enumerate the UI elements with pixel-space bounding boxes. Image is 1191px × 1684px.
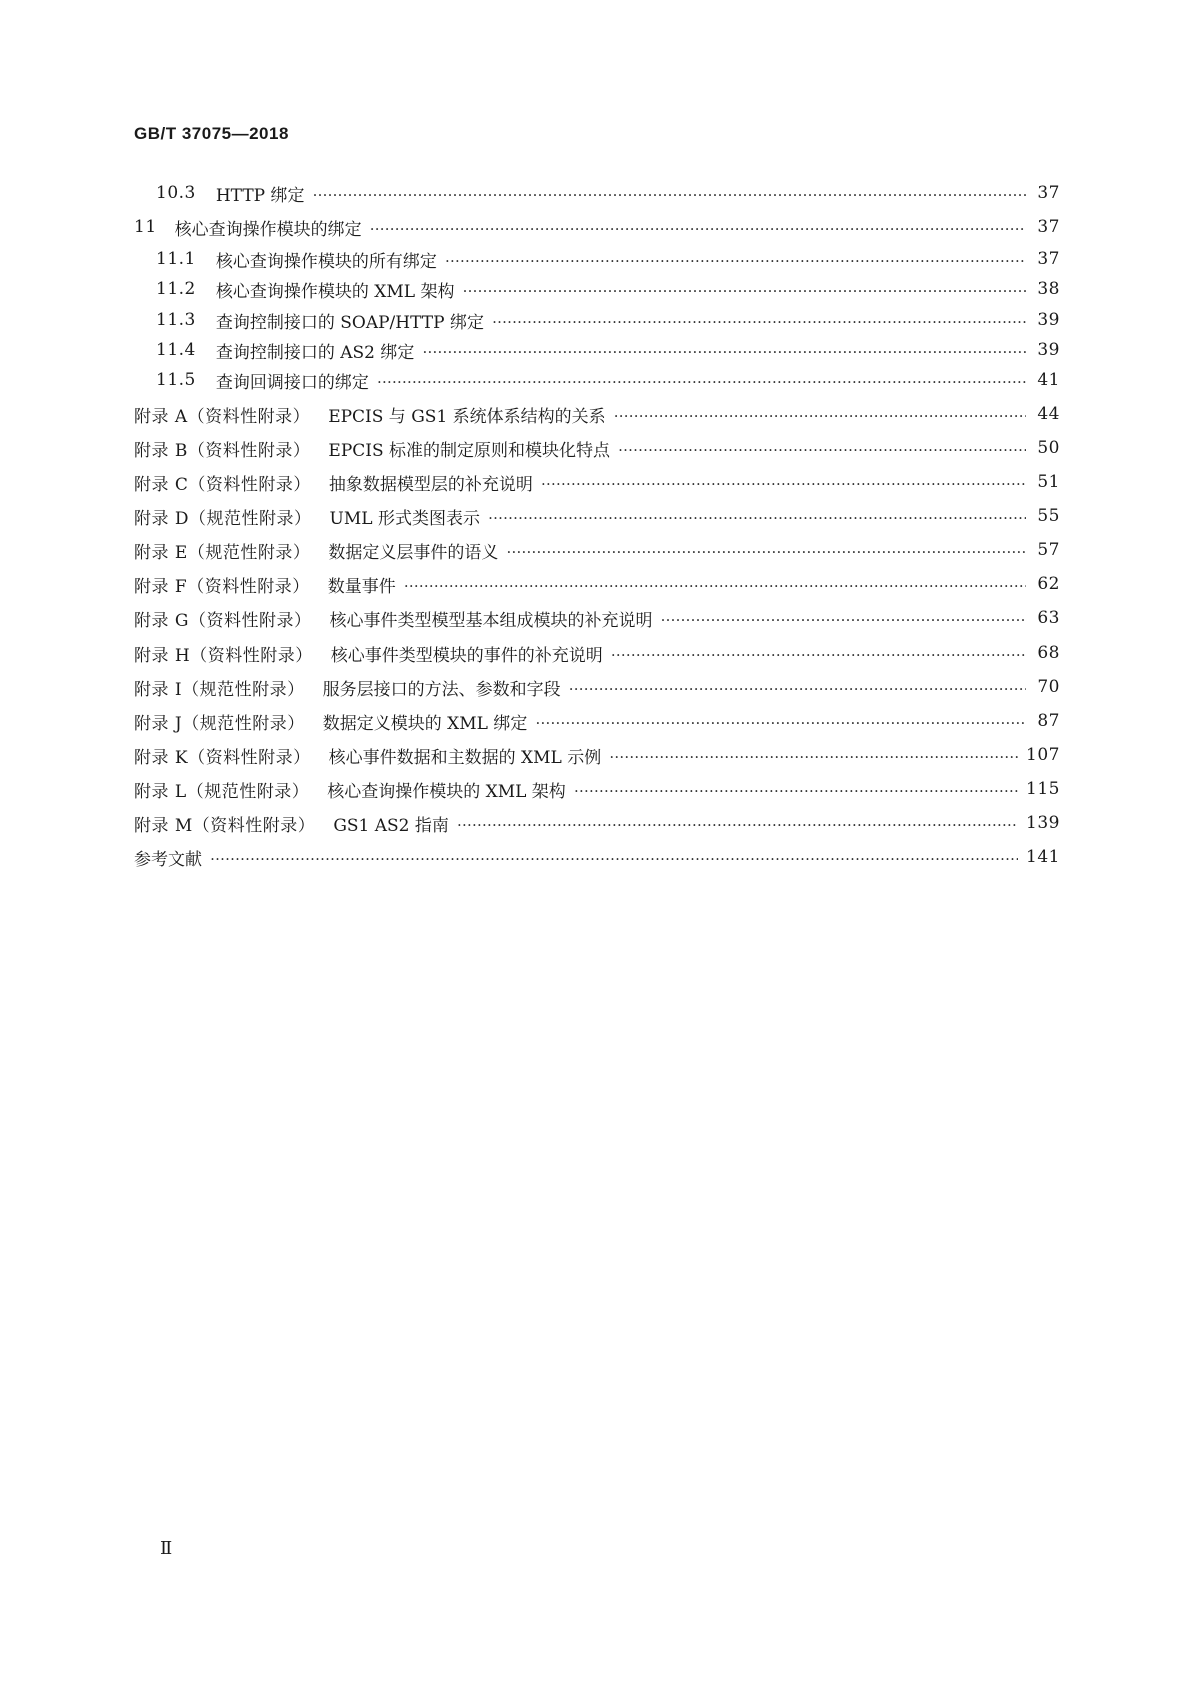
toc-entry-page: 68 — [1037, 643, 1060, 663]
toc-leader-dots — [313, 178, 1026, 208]
toc-entry[interactable] — [134, 672, 1060, 702]
toc-entry-title: UML 形式类图表示 — [329, 508, 480, 529]
toc-leader-dots — [535, 706, 1026, 736]
toc-entry[interactable] — [134, 774, 1060, 804]
toc-entry[interactable] — [134, 808, 1060, 838]
toc-entry-page: 51 — [1037, 472, 1060, 492]
toc-entry-number: 附录 C（资料性附录） — [134, 474, 311, 495]
toc-entry-number: 附录 E（规范性附录） — [134, 542, 311, 563]
toc-leader-dots — [488, 501, 1026, 531]
toc-leader-dots — [492, 305, 1026, 335]
toc-entry-number: 11.5 — [156, 370, 196, 390]
page-number: Ⅱ — [160, 1538, 173, 1559]
toc-entry[interactable] — [134, 212, 1060, 242]
toc-entry-title: HTTP 绑定 — [215, 185, 305, 206]
toc-entry-title: 数量事件 — [327, 576, 396, 597]
toc-entry-number: 11.3 — [156, 310, 196, 330]
toc-entry-title: 查询控制接口的 AS2 绑定 — [215, 342, 415, 363]
toc-entry-heading — [134, 247, 437, 272]
toc-leader-dots — [569, 672, 1026, 702]
toc-entry-page: 62 — [1037, 574, 1060, 594]
toc-entry-page: 44 — [1037, 404, 1060, 424]
toc-entry-title: EPCIS 与 GS1 系统体系结构的关系 — [328, 406, 606, 427]
toc-entry-page: 37 — [1037, 217, 1060, 237]
toc-entry-number: 附录 M（资料性附录） — [134, 815, 316, 836]
toc-entry-heading — [134, 504, 480, 529]
toc-entry[interactable] — [134, 706, 1060, 736]
toc-entry-title: 查询控制接口的 SOAP/HTTP 绑定 — [215, 312, 484, 333]
toc-entry-heading — [134, 675, 561, 700]
toc-leader-dots — [422, 335, 1026, 365]
toc-leader-dots — [506, 535, 1026, 565]
toc-entry-title: 核心事件类型模型基本组成模块的补充说明 — [329, 610, 653, 631]
toc-entry-page: 63 — [1037, 608, 1060, 628]
toc-leader-dots — [541, 467, 1026, 497]
toc-entry[interactable] — [134, 603, 1060, 633]
toc-entry-title: 数据定义层事件的语义 — [328, 542, 499, 563]
toc-entry-page: 50 — [1037, 438, 1060, 458]
toc-entry-number: 10.3 — [156, 183, 196, 203]
toc-entry-number: 附录 B（资料性附录） — [134, 440, 311, 461]
toc-entry[interactable] — [134, 244, 1060, 274]
toc-leader-dots — [574, 774, 1018, 804]
toc-leader-dots — [377, 365, 1026, 395]
toc-entry[interactable] — [134, 305, 1060, 335]
toc-entry-heading — [134, 436, 610, 461]
toc-entry-heading — [134, 572, 396, 597]
toc-entry[interactable] — [134, 274, 1060, 304]
toc-entry-page: 38 — [1037, 279, 1060, 299]
toc-leader-dots — [609, 740, 1018, 770]
toc-entry-title: 服务层接口的方法、参数和字段 — [322, 679, 561, 700]
toc-entry-title: EPCIS 标准的制定原则和模块化特点 — [328, 440, 611, 461]
toc-entry-page: 107 — [1026, 745, 1060, 765]
toc-entry[interactable] — [134, 535, 1060, 565]
toc-entry-number: 附录 J（规范性附录） — [134, 713, 305, 734]
toc-entry-page: 37 — [1037, 183, 1060, 203]
toc-entry-title: 参考文献 — [134, 849, 202, 870]
toc-entry-number: 11.1 — [156, 249, 196, 269]
toc-entry-page: 39 — [1037, 340, 1060, 360]
toc-entry-number: 附录 I（规范性附录） — [134, 679, 305, 700]
toc-entry-number: 附录 D（规范性附录） — [134, 508, 312, 529]
toc-entry-page: 55 — [1037, 506, 1060, 526]
toc-entry-title: 核心事件数据和主数据的 XML 示例 — [328, 747, 602, 768]
toc-entry-heading — [134, 777, 566, 802]
toc-entry-number: 附录 H（资料性附录） — [134, 645, 313, 666]
toc-entry[interactable] — [134, 501, 1060, 531]
toc-leader-dots — [462, 274, 1026, 304]
toc-entry-heading — [134, 277, 454, 302]
toc-entry-number: 附录 K（资料性附录） — [134, 747, 311, 768]
toc-entry-page: 139 — [1026, 813, 1060, 833]
standard-code: GB/T 37075—2018 — [134, 124, 289, 143]
toc-entry-page: 141 — [1026, 847, 1060, 867]
toc-leader-dots — [660, 603, 1026, 633]
toc-entry-heading — [134, 709, 527, 734]
toc-entry-heading — [134, 538, 498, 563]
toc-entry-title: 核心查询操作模块的绑定 — [174, 219, 362, 240]
toc-entry[interactable] — [134, 842, 1060, 872]
toc-leader-dots — [457, 808, 1018, 838]
toc-entry-title: 抽象数据模型层的补充说明 — [328, 474, 533, 495]
toc-leader-dots — [611, 638, 1026, 668]
toc-entry-page: 70 — [1037, 677, 1060, 697]
toc-entry[interactable] — [134, 638, 1060, 668]
toc-entry-heading — [134, 470, 533, 495]
toc-entry-heading — [134, 308, 484, 333]
toc-entry-heading — [134, 215, 362, 240]
toc-entry-heading — [134, 743, 601, 768]
toc-entry[interactable] — [134, 399, 1060, 429]
toc-entry-title: 核心查询操作模块的 XML 架构 — [215, 281, 455, 302]
toc-entry-number: 11.2 — [156, 279, 196, 299]
toc-leader-dots — [404, 569, 1026, 599]
toc-entry-number: 附录 G（资料性附录） — [134, 610, 312, 631]
toc-entry-page: 57 — [1037, 540, 1060, 560]
toc-entry-title: 核心查询操作模块的所有绑定 — [215, 251, 437, 272]
toc-entry-page: 41 — [1037, 370, 1060, 390]
toc-entry-number: 11 — [134, 217, 157, 237]
toc-entry-heading — [134, 811, 449, 836]
toc-leader-dots — [210, 842, 1018, 872]
toc-entry-number: 附录 F（资料性附录） — [134, 576, 310, 597]
toc-entry[interactable] — [134, 335, 1060, 365]
toc-entry-title: 核心查询操作模块的 XML 架构 — [327, 781, 566, 802]
toc-entry-page: 39 — [1037, 310, 1060, 330]
toc-entry-heading — [134, 606, 652, 631]
toc-entry-heading — [134, 845, 202, 870]
toc-entry-title: 查询回调接口的绑定 — [215, 372, 369, 393]
toc-leader-dots — [618, 433, 1026, 463]
toc-entry-number: 附录 L（规范性附录） — [134, 781, 310, 802]
toc-entry-page: 87 — [1037, 711, 1060, 731]
toc-leader-dots — [370, 212, 1026, 242]
toc-entry-heading — [134, 181, 305, 206]
toc-entry-title: 核心事件类型模块的事件的补充说明 — [330, 645, 603, 666]
toc-entry-heading — [134, 368, 369, 393]
toc-entry-number: 附录 A（资料性附录） — [134, 406, 311, 427]
toc-entry[interactable] — [134, 433, 1060, 463]
toc-entry-title: 数据定义模块的 XML 绑定 — [322, 713, 528, 734]
toc-entry-heading — [134, 338, 414, 363]
toc-entry[interactable] — [134, 178, 1060, 208]
toc-entry[interactable] — [134, 569, 1060, 599]
toc-leader-dots — [614, 399, 1026, 429]
toc-entry-page: 115 — [1026, 779, 1060, 799]
toc-leader-dots — [445, 244, 1026, 274]
toc-entry-heading — [134, 641, 603, 666]
toc-entry[interactable] — [134, 365, 1060, 395]
toc-entry-heading — [134, 402, 606, 427]
toc-entry-number: 11.4 — [156, 340, 196, 360]
toc-entry[interactable] — [134, 740, 1060, 770]
toc-entry[interactable] — [134, 467, 1060, 497]
toc-entry-page: 37 — [1037, 249, 1060, 269]
toc-entry-title: GS1 AS2 指南 — [333, 815, 449, 836]
